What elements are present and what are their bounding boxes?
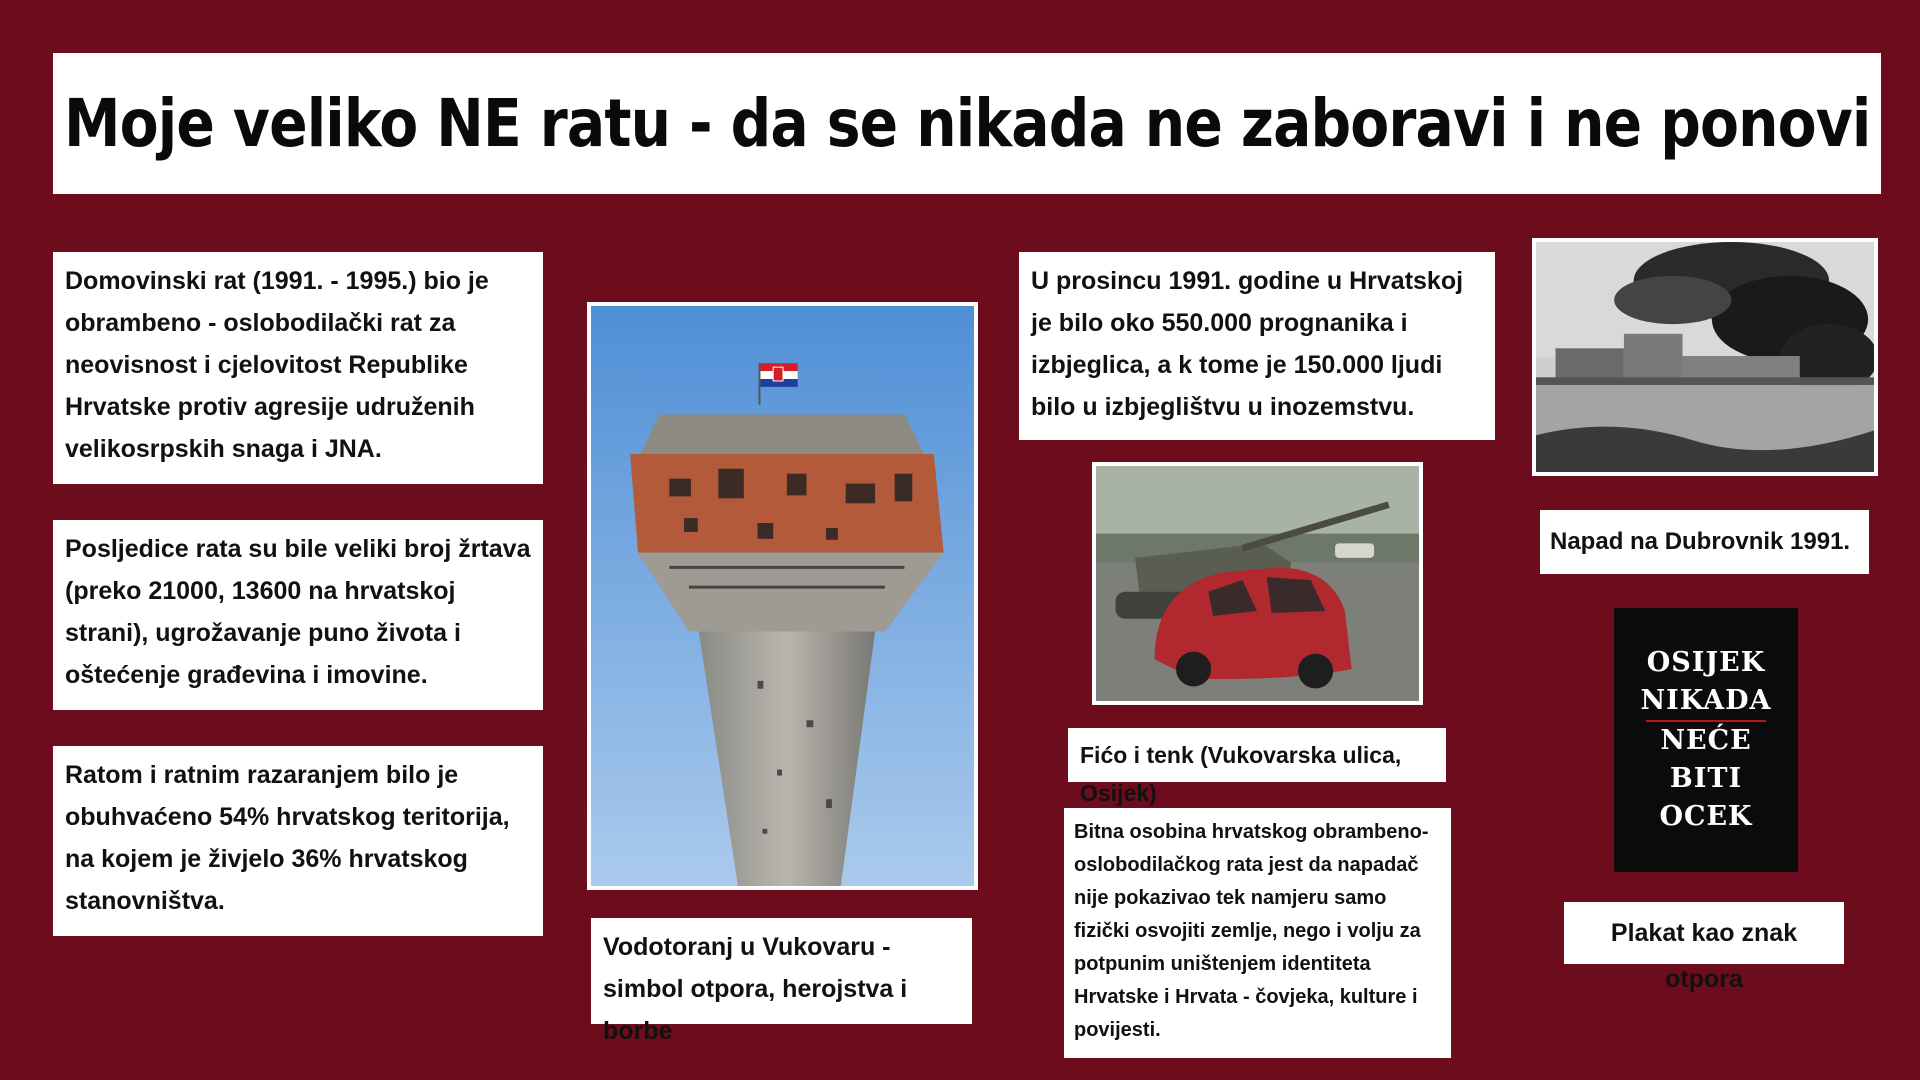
consequences-box xyxy=(53,520,543,710)
dubrovnik-caption-box xyxy=(1540,510,1869,574)
poster-line-4: BITI xyxy=(1669,763,1743,794)
war-nature-text: Bitna osobina hrvatskog obrambeno-oslobodilačkog rata jest da napadač nije pokazivao tek namjeru samo fizički osvojiti zemlje, nego i volju za potpunim uništenjem identiteta Hrvatske i Hrvata - čovjeka, kulture i povijesti. xyxy=(1074,821,1429,1041)
vukovar-caption: Vodotoranj u Vukovaru - simbol otpora, herojstva i borbe xyxy=(603,933,908,1045)
poster-line-2: NIKADA xyxy=(1640,685,1772,716)
osijek-poster xyxy=(1614,608,1798,872)
vukovar-water-tower-photo xyxy=(587,302,978,890)
territory-text: Ratom i ratnim razaranjem bilo je obuhvaćeno 54% hrvatskog teritorija, na kojem je živjelo 36% hrvatskog stanovništva. xyxy=(65,761,510,915)
refugees-box xyxy=(1019,252,1495,440)
dubrovnik-image xyxy=(1536,242,1874,472)
war-nature-box xyxy=(1064,808,1451,1058)
tank-caption: Fićo i tenk (Vukovarska ulica, Osijek) xyxy=(1080,742,1402,806)
war-definition-box xyxy=(53,252,543,484)
water-tower-image xyxy=(591,306,974,886)
vukovar-caption-box xyxy=(591,918,972,1045)
fico-tank-image xyxy=(1096,466,1419,701)
poster-caption: Plakat kao znak otpora xyxy=(1610,919,1798,993)
page-title: Moje veliko NE ratu - da se nikada ne zaboravi i ne ponovi xyxy=(63,85,1871,162)
poster-line-5: OCEK xyxy=(1659,801,1753,832)
dubrovnik-photo xyxy=(1532,238,1878,476)
refugees-text: U prosincu 1991. godine u Hrvatskoj je bilo oko 550.000 prognanika i izbjeglica, a k tome je 150.000 ljudi bilo u izbjeglištvu u inozemstvu. xyxy=(1031,267,1464,421)
tank-caption-box xyxy=(1068,728,1446,806)
poster-line-3: NEĆE xyxy=(1660,725,1752,756)
fico-tank-photo xyxy=(1092,462,1423,705)
war-definition-text: Domovinski rat (1991. - 1995.) bio je obrambeno - oslobodilački rat za neovisnost i cjelovitost Republike Hrvatske protiv agresije udruženih velikosrpskih snaga i JNA. xyxy=(65,267,489,463)
territory-box xyxy=(53,746,543,936)
poster-caption-box xyxy=(1564,902,1844,993)
consequences-text: Posljedice rata su bile veliki broj žrtava (preko 21000, 13600 na hrvatskoj strani), ugrožavanje puno života i oštećenje građevina i imovine. xyxy=(65,535,531,689)
title-box xyxy=(53,53,1881,194)
dubrovnik-caption: Napad na Dubrovnik 1991. xyxy=(1550,528,1851,555)
poster-line-1: OSIJEK xyxy=(1646,647,1766,678)
